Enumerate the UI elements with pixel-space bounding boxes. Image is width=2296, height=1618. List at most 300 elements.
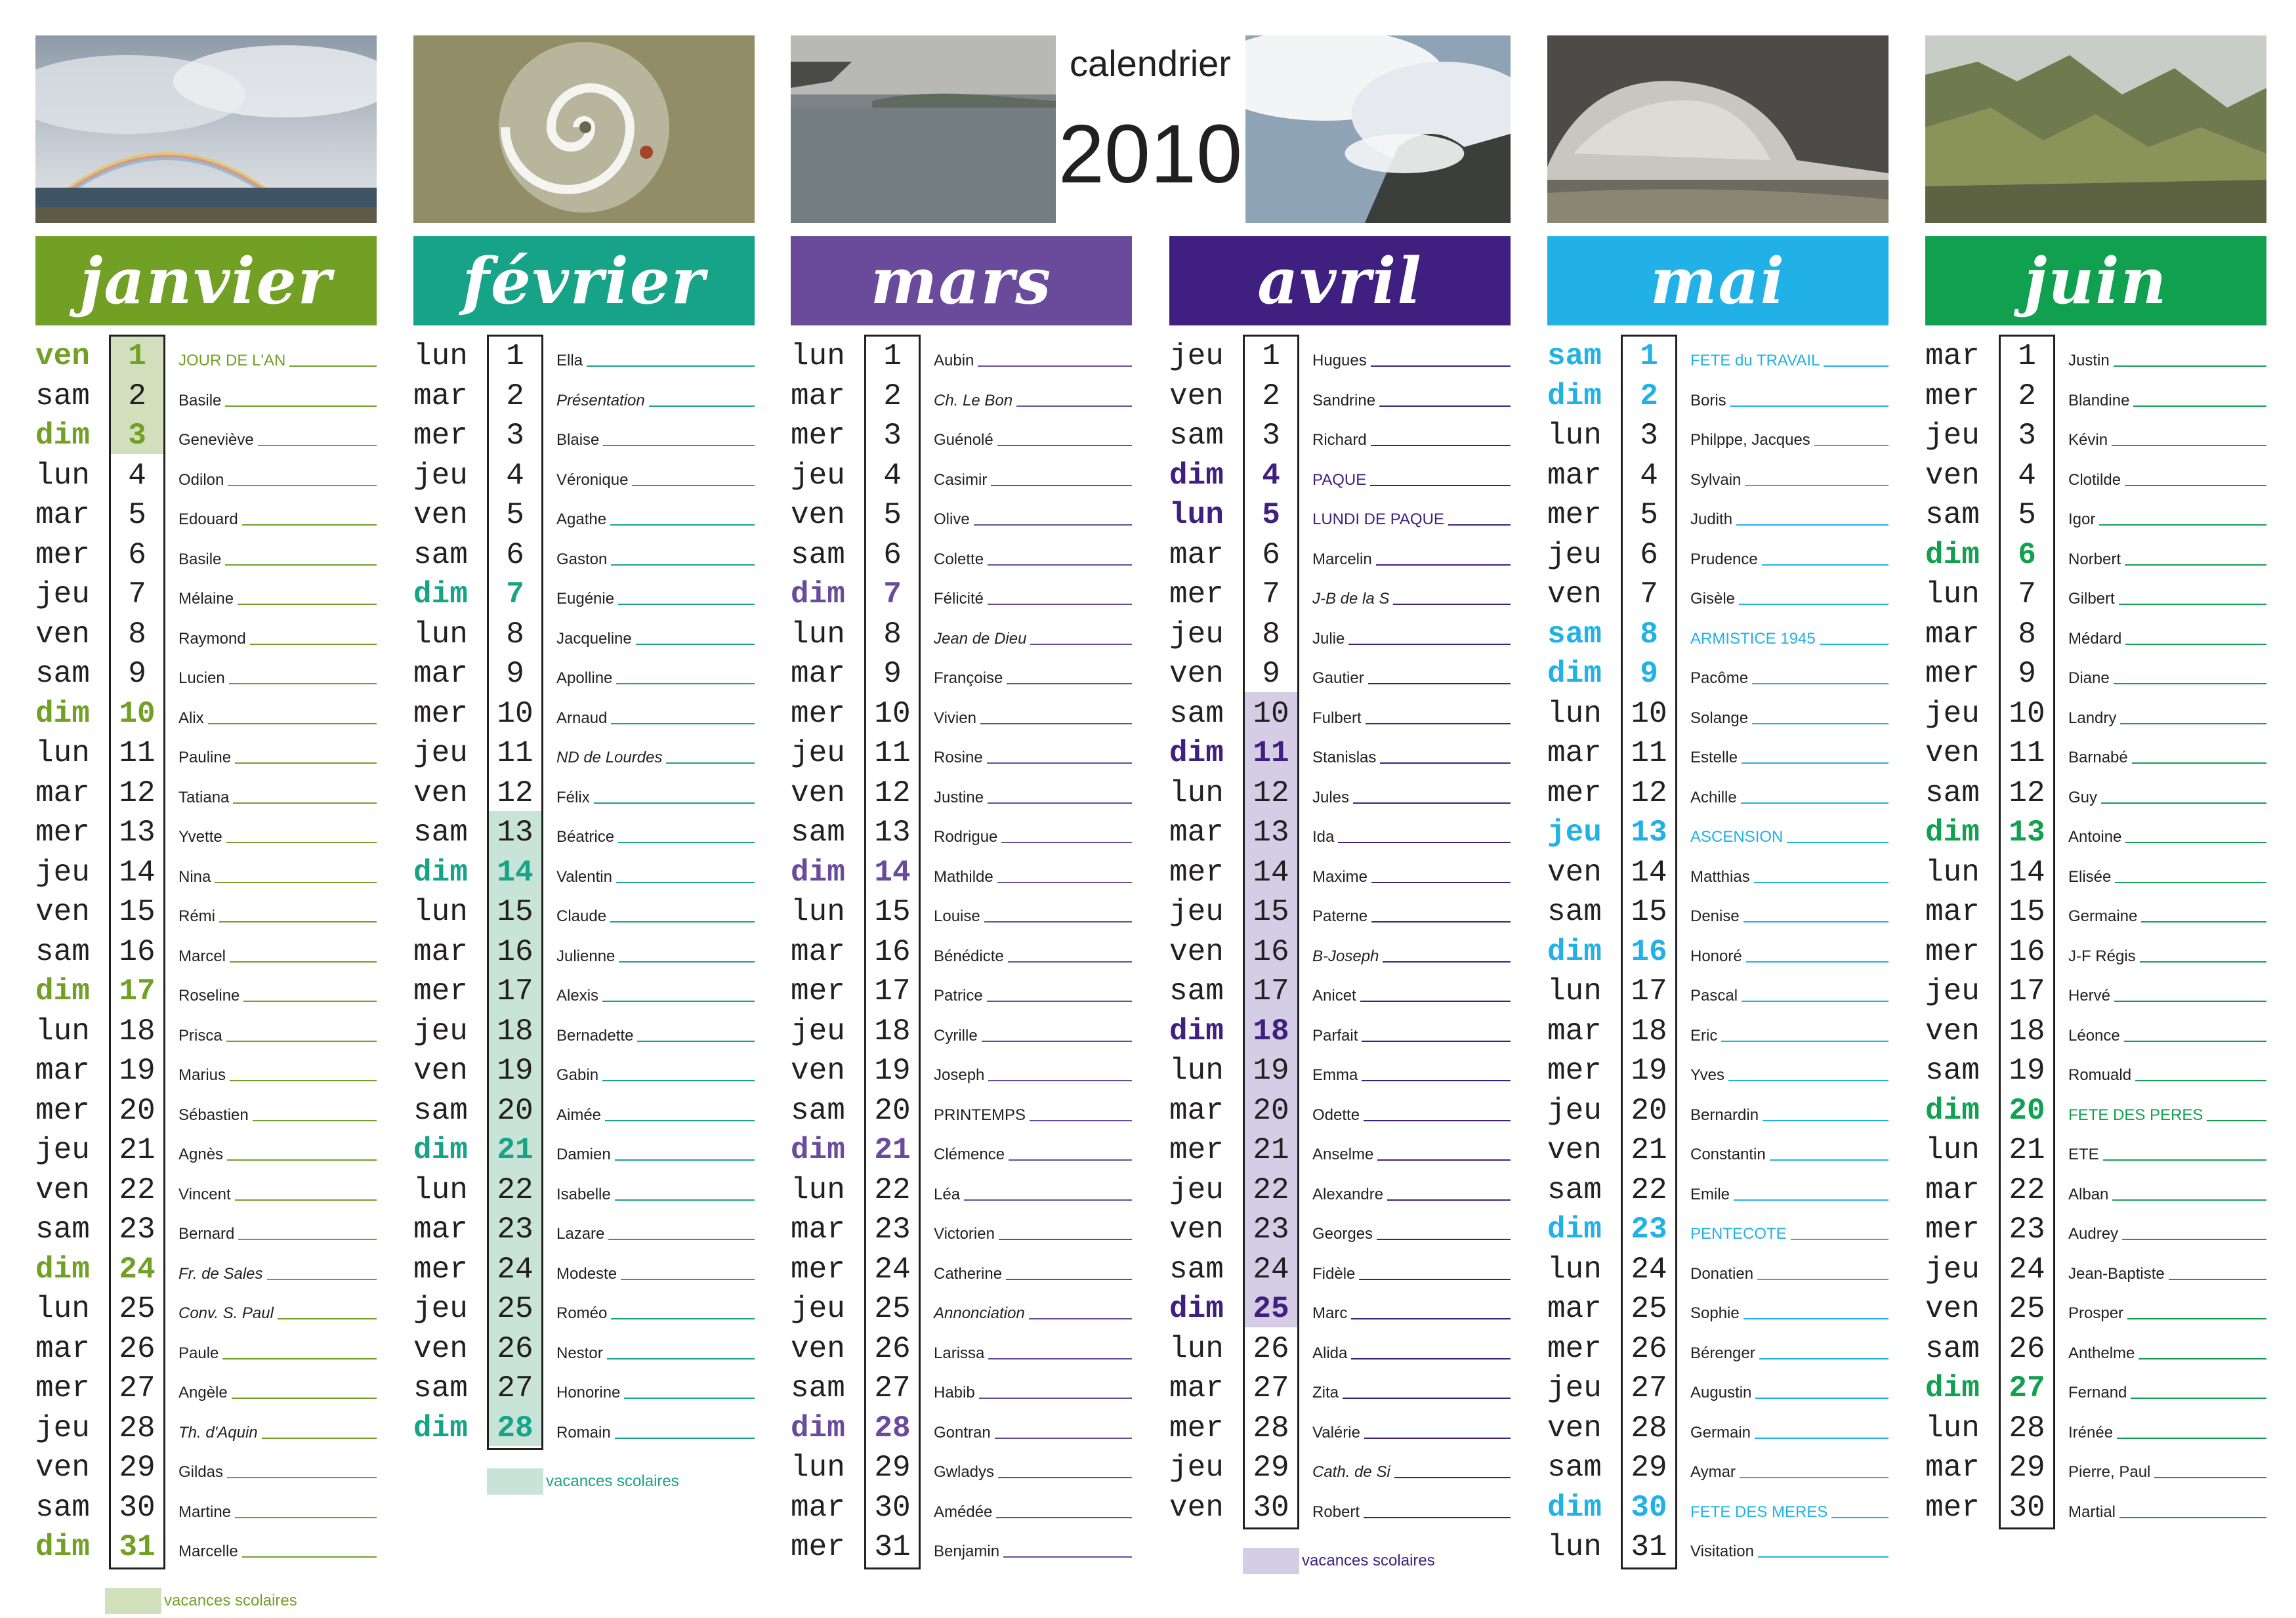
day-row (791, 1171, 1132, 1211)
weekday: jeu (1547, 1371, 1602, 1405)
saint-text: Prisca (178, 1026, 222, 1045)
day-row (1547, 932, 1889, 972)
month-photo (1245, 35, 1511, 223)
day-row (1547, 654, 1889, 694)
day-row (1925, 972, 2266, 1012)
saint-name (934, 747, 1132, 767)
saint-name (1312, 1422, 1511, 1442)
day-row (1925, 377, 2266, 417)
note-line (666, 762, 755, 764)
saint-text: Constantin (1690, 1146, 1766, 1163)
day-number: 7 (1640, 577, 1658, 612)
saint-name (1690, 1105, 1889, 1125)
saint-name (934, 509, 1132, 529)
day-number: 6 (1640, 537, 1658, 572)
day-number: 12 (1631, 776, 1667, 810)
weekday: dim (1925, 1371, 1980, 1405)
day-number: 2 (1262, 379, 1280, 413)
note-line (2141, 921, 2266, 923)
weekday: sam (1169, 419, 1224, 453)
saint-name (556, 509, 755, 529)
day-row (413, 1210, 755, 1250)
day-number: 26 (497, 1331, 533, 1366)
day-number: 23 (874, 1213, 911, 1247)
saint-text: Ella (556, 352, 583, 369)
note-line (1814, 445, 1889, 446)
day-number: 30 (1631, 1490, 1667, 1525)
saint-name (556, 787, 755, 807)
legend-label: vacances scolaires (546, 1472, 679, 1490)
note-line (2125, 485, 2266, 486)
day-row (1547, 1250, 1889, 1290)
weekday: mar (1547, 1014, 1602, 1048)
saint-name (1312, 589, 1511, 608)
note-line (1353, 802, 1511, 804)
saint-text: Arnaud (556, 709, 608, 727)
saint-text: Anselme (1312, 1146, 1374, 1163)
note-line (1743, 921, 1889, 923)
saint-name (934, 549, 1132, 569)
note-line (2154, 1477, 2266, 1478)
day-row (1169, 654, 1511, 694)
weekday: jeu (1547, 1093, 1602, 1128)
saint-text: FETE DES MERES (1690, 1503, 1828, 1521)
saint-name (1690, 629, 1889, 648)
saint-name (178, 549, 377, 569)
note-line (1351, 1358, 1511, 1359)
weekday: dim (1169, 1014, 1224, 1048)
note-line (997, 445, 1132, 446)
day-number: 9 (1262, 657, 1280, 691)
note-line (1007, 683, 1132, 684)
weekday: ven (1169, 934, 1224, 969)
weekday: jeu (413, 1014, 468, 1048)
saint-text: Habib (934, 1384, 975, 1401)
legend-label: vacances scolaires (1302, 1552, 1435, 1569)
saint-text: Présentation (556, 391, 645, 409)
note-line (615, 1199, 755, 1201)
saint-name (2068, 1184, 2266, 1204)
saint-text: Eugénie (556, 590, 615, 608)
saint-name (556, 1343, 755, 1363)
note-line (278, 1318, 377, 1319)
note-line (1383, 961, 1511, 963)
saint-name (1312, 629, 1511, 648)
saint-text: Modeste (556, 1264, 617, 1283)
note-line (1730, 405, 1889, 407)
note-line (610, 524, 755, 526)
saint-text: ASCENSION (1690, 828, 1784, 846)
weekday: lun (791, 617, 845, 652)
saint-name (2068, 668, 2266, 688)
month-name: février (462, 243, 706, 318)
saint-name (178, 708, 377, 728)
saint-name (1690, 390, 1889, 410)
note-line (995, 1438, 1132, 1439)
note-line (235, 1199, 377, 1201)
weekday: mer (413, 696, 468, 731)
day-number: 22 (2009, 1172, 2045, 1207)
day-row (791, 694, 1132, 734)
day-number: 28 (1631, 1411, 1667, 1445)
note-line (1371, 921, 1511, 923)
saint-text: Isabelle (556, 1185, 611, 1203)
saint-name (178, 390, 377, 410)
note-line (1757, 1279, 1889, 1280)
saint-text: Gabin (556, 1066, 599, 1084)
day-number: 14 (119, 855, 156, 890)
weekday: jeu (1169, 1451, 1224, 1485)
saint-text: Parfait (1312, 1026, 1358, 1045)
note-line (242, 524, 377, 526)
saint-name (556, 1264, 755, 1283)
saint-name (934, 867, 1132, 886)
saint-text: LUNDI DE PAQUE (1312, 510, 1444, 528)
day-row (1925, 694, 2266, 734)
day-row (35, 654, 377, 694)
saint-name (1312, 827, 1511, 846)
weekday: lun (413, 1172, 468, 1207)
note-line (2125, 644, 2266, 645)
weekday: dim (413, 577, 468, 612)
calendar-year: 2010 (1058, 108, 1243, 200)
weekday: dim (35, 419, 90, 453)
saint-name (178, 668, 377, 688)
saint-name (1312, 985, 1511, 1005)
note-line (2124, 1041, 2266, 1042)
saint-text: Julienne (556, 947, 616, 965)
weekday: lun (791, 1451, 845, 1485)
day-number: 21 (497, 1133, 533, 1167)
weekday: sam (1169, 1252, 1224, 1287)
weekday: mer (1169, 1133, 1224, 1167)
weekday: jeu (1547, 816, 1602, 850)
weekday: mer (413, 1252, 468, 1287)
weekday: ven (413, 776, 468, 810)
note-line (258, 445, 377, 446)
day-row (791, 1448, 1132, 1488)
note-line (230, 961, 377, 963)
day-number: 9 (506, 657, 524, 691)
day-number: 12 (119, 776, 156, 810)
saint-text: Barnabé (2068, 749, 2128, 766)
day-number: 27 (497, 1371, 533, 1405)
day-row (35, 694, 377, 734)
saint-name (178, 747, 377, 767)
day-row (1169, 1012, 1511, 1052)
weekday: jeu (791, 1292, 845, 1326)
saint-text: Kévin (2068, 431, 2108, 449)
note-line (603, 445, 755, 446)
note-line (226, 842, 377, 843)
day-row (791, 337, 1132, 377)
saint-name (178, 1303, 377, 1323)
day-number: 10 (119, 696, 156, 731)
saint-name (1690, 470, 1889, 489)
day-row (1547, 1131, 1889, 1171)
saint-name (1690, 1422, 1889, 1442)
saint-text: Gautier (1312, 669, 1364, 687)
day-number: 10 (2009, 696, 2045, 731)
saint-text: Cath. de Si (1312, 1463, 1390, 1481)
day-number: 29 (874, 1451, 911, 1485)
note-line (1364, 1517, 1511, 1518)
day-row (35, 535, 377, 575)
legend-swatch (105, 1588, 161, 1614)
weekday: mar (35, 776, 90, 810)
day-row (413, 1329, 755, 1369)
note-line (2120, 723, 2266, 724)
weekday: mer (1925, 379, 1980, 413)
saint-text: Martial (2068, 1503, 2116, 1521)
day-number: 5 (1262, 498, 1280, 532)
saint-name (556, 946, 755, 966)
saint-name (2068, 906, 2266, 926)
saint-text: Victorien (934, 1225, 995, 1243)
day-number: 22 (497, 1172, 533, 1207)
weekday: ven (1169, 1490, 1224, 1525)
day-number: 18 (874, 1014, 911, 1048)
weekday: lun (35, 458, 90, 493)
saint-text: Robert (1312, 1503, 1360, 1521)
weekday: mar (1169, 537, 1224, 572)
saint-name (1690, 1343, 1889, 1363)
day-row (413, 654, 755, 694)
day-number: 25 (497, 1292, 533, 1326)
day-row (413, 1250, 755, 1290)
weekday: jeu (1547, 537, 1602, 572)
note-line (2112, 445, 2266, 446)
weekday: mer (35, 1093, 90, 1128)
day-row (1925, 1210, 2266, 1250)
note-line (974, 524, 1132, 526)
saint-text: Philppe, Jacques (1690, 431, 1810, 449)
weekday: mar (791, 1490, 845, 1525)
weekday: mar (1547, 458, 1602, 493)
day-row (413, 337, 755, 377)
day-number: 27 (874, 1371, 911, 1405)
saint-name (178, 1343, 377, 1363)
day-row (35, 1012, 377, 1052)
saint-text: Sébastien (178, 1106, 249, 1124)
weekday: dim (35, 1530, 90, 1564)
saint-name (1690, 509, 1889, 529)
day-row (413, 694, 755, 734)
note-line (964, 1199, 1132, 1201)
day-row (1169, 575, 1511, 615)
note-line (982, 1041, 1132, 1042)
day-row (1169, 813, 1511, 853)
note-line (1758, 1556, 1889, 1558)
weekday: jeu (35, 1411, 90, 1445)
saint-text: Denise (1690, 907, 1740, 925)
day-number: 3 (883, 419, 902, 453)
day-number: 28 (1253, 1411, 1289, 1445)
day-row (1169, 1488, 1511, 1528)
saint-text: FETE du TRAVAIL (1690, 352, 1820, 369)
day-number: 25 (1631, 1292, 1667, 1326)
weekday: mer (791, 974, 845, 1008)
saint-name (178, 1105, 377, 1125)
day-row (1925, 456, 2266, 496)
note-line (235, 762, 377, 764)
day-number: 15 (497, 895, 533, 929)
weekday: dim (1547, 657, 1602, 691)
day-number: 25 (1253, 1292, 1289, 1326)
weekday: mar (1925, 895, 1980, 929)
day-number: 10 (1253, 696, 1289, 731)
day-row (1547, 1527, 1889, 1567)
day-row (1925, 1369, 2266, 1409)
month-photo (1925, 35, 2266, 223)
day-number: 27 (1631, 1371, 1667, 1405)
weekday: mar (791, 934, 845, 969)
saint-name (2068, 430, 2266, 449)
saint-name (1690, 1541, 1889, 1561)
note-line (594, 802, 755, 804)
weekday: jeu (35, 855, 90, 890)
note-line (602, 1080, 755, 1081)
day-number: 19 (2009, 1054, 2045, 1088)
day-number: 2 (1640, 379, 1658, 413)
day-row (35, 1250, 377, 1290)
saint-name (934, 985, 1132, 1005)
day-row (413, 495, 755, 535)
saint-text: Aubin (934, 352, 974, 369)
saint-text: Germain (1690, 1423, 1751, 1442)
day-row (1169, 495, 1511, 535)
note-line (1736, 524, 1889, 526)
note-line (226, 1041, 377, 1042)
note-line (611, 723, 755, 724)
day-number: 19 (1631, 1054, 1667, 1088)
day-number: 17 (1253, 974, 1289, 1008)
note-line (605, 1120, 755, 1121)
day-row (35, 1131, 377, 1171)
note-line (602, 1001, 755, 1002)
day-row (413, 615, 755, 655)
weekday: ven (1169, 379, 1224, 413)
saint-name (1312, 867, 1511, 886)
day-row (1925, 1171, 2266, 1211)
saint-name (1312, 430, 1511, 449)
saint-name (2068, 549, 2266, 569)
weekday: sam (1547, 1451, 1602, 1485)
saint-name (2068, 787, 2266, 807)
note-line (233, 802, 377, 804)
day-row (1169, 1250, 1511, 1290)
day-number: 1 (1262, 339, 1280, 373)
saint-name (2068, 390, 2266, 410)
weekday: mer (35, 1371, 90, 1405)
saint-text: Emma (1312, 1066, 1358, 1084)
day-number: 19 (1253, 1054, 1289, 1088)
saint-name (2068, 470, 2266, 489)
note-line (2139, 1358, 2266, 1359)
note-line (238, 604, 377, 605)
saint-name (178, 1422, 377, 1442)
day-number: 21 (1253, 1133, 1289, 1167)
weekday: ven (35, 895, 90, 929)
day-row (1925, 1012, 2266, 1052)
saint-text: ARMISTICE 1945 (1690, 629, 1816, 648)
note-line (2119, 1517, 2266, 1518)
day-number: 24 (874, 1252, 911, 1287)
day-number: 21 (119, 1133, 156, 1167)
day-row (791, 1409, 1132, 1449)
day-row (35, 575, 377, 615)
note-line (1370, 485, 1511, 486)
saint-text: Jacqueline (556, 629, 632, 648)
saint-name (1690, 1303, 1889, 1323)
note-line (1029, 1318, 1132, 1319)
saint-text: Prosper (2068, 1304, 2124, 1322)
saint-text: Hervé (2068, 987, 2111, 1005)
day-row (791, 1250, 1132, 1290)
saint-text: Ch. Le Bon (934, 391, 1013, 409)
saint-text: Benjamin (934, 1543, 1000, 1560)
weekday: lun (1547, 1530, 1602, 1564)
saint-name (934, 629, 1132, 648)
saint-name (2068, 350, 2266, 370)
day-row (1547, 972, 1889, 1012)
day-number: 27 (119, 1371, 156, 1405)
saint-name (556, 1065, 755, 1085)
saint-name (1312, 1303, 1511, 1323)
saint-text: Norbert (2068, 550, 2121, 568)
month-name: avril (1257, 243, 1423, 318)
note-line (988, 1358, 1132, 1359)
day-number: 16 (119, 934, 156, 969)
day-row (1925, 734, 2266, 774)
saint-text: Marcelle (178, 1543, 238, 1560)
saint-text: B-Joseph (1312, 947, 1379, 965)
note-line (228, 485, 377, 486)
note-line (619, 961, 755, 963)
day-row (1169, 853, 1511, 893)
saint-name (1312, 350, 1511, 370)
day-number: 28 (497, 1411, 533, 1445)
weekday: dim (1169, 1292, 1224, 1326)
saint-text: Roméo (556, 1304, 608, 1322)
saint-text: Boris (1690, 391, 1726, 409)
weekday: lun (35, 1292, 90, 1326)
note-line (624, 1398, 755, 1399)
weekday: mar (1169, 816, 1224, 850)
saint-text: Catherine (934, 1264, 1003, 1283)
weekday: sam (1547, 339, 1602, 373)
month-banner (1925, 236, 2266, 325)
weekday: dim (35, 696, 90, 731)
day-number: 9 (128, 657, 146, 691)
day-row (413, 853, 755, 893)
note-line (1754, 882, 1889, 883)
day-row (1925, 932, 2266, 972)
saint-text: Achille (1690, 788, 1737, 806)
saint-text: Tatiana (178, 788, 230, 806)
day-row (35, 416, 377, 456)
day-number: 29 (1253, 1451, 1289, 1485)
day-row (791, 416, 1132, 456)
day-row (1169, 337, 1511, 377)
day-row (35, 1488, 377, 1528)
month-name: mai (1650, 243, 1786, 318)
weekday: sam (35, 934, 90, 969)
note-line (587, 365, 755, 367)
month-banner (1169, 236, 1511, 325)
weekday: dim (35, 974, 90, 1008)
weekday: dim (1169, 458, 1224, 493)
